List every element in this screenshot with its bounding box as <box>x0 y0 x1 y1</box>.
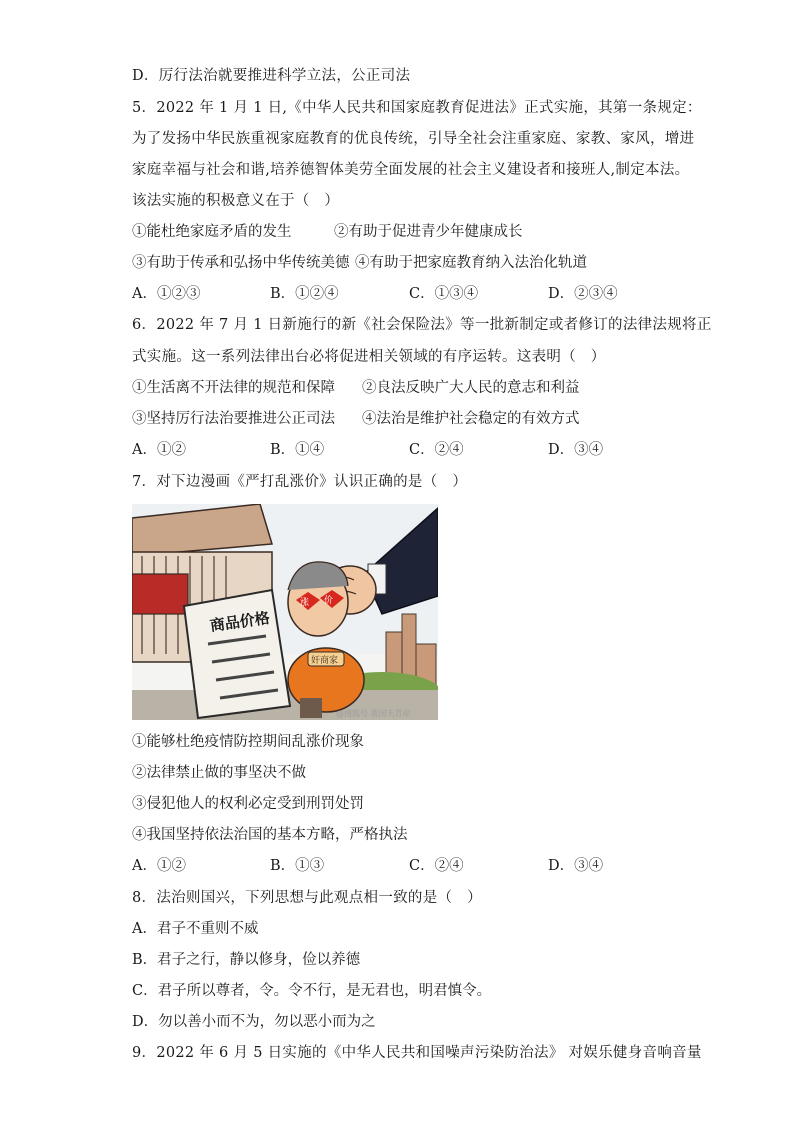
q7-statement-2: ②法律禁止做的事坚决不做 <box>132 765 306 781</box>
q5-stem-line2: 为了发扬中华民族重视家庭教育的优良传统，引导全社会注重家庭、家教、家风，增进 <box>132 131 695 147</box>
q9-stem: 9．2022 年 6 月 5 日实施的《中华人民共和国噪声污染防治法》 对娱乐健身音响音量 <box>132 1045 702 1061</box>
q7-choice-c: C．②④ <box>409 858 464 874</box>
board-title: 商品价格 <box>208 608 271 635</box>
q8-option-b: B．君子之行，静以修身，俭以养德 <box>132 952 361 968</box>
q7-choice-d: D．③④ <box>548 858 604 874</box>
shirt-label: 奸商家 <box>311 656 339 666</box>
q4-option-d: D．厉行法治就要推进科学立法，公正司法 <box>132 68 411 84</box>
q5-choice-d: D．②③④ <box>548 286 618 302</box>
q5-statement-4: ④有助于把家庭教育纳入法治化轨道 <box>355 255 587 271</box>
q7-statement-3: ③侵犯他人的权利必定受到刑罚处罚 <box>132 796 364 812</box>
q6-stem-line1: 6．2022 年 7 月 1 日新施行的新《社会保险法》等一批新制定或者修订的法律法规将正 <box>132 317 712 333</box>
q5-stem-line4: 该法实施的积极意义在于（ ） <box>132 193 340 209</box>
q8-option-c: C．君子所以尊者，令。令不行，是无君也，明君慎令。 <box>132 983 492 999</box>
q5-stem-line1: 5．2022 年 1 月 1 日,《中华人民共和国家庭教育促进法》正式实施，其第一条规定： <box>132 100 702 116</box>
q6-statement-1: ①生活离不开法律的规范和保障 <box>132 380 335 396</box>
q7-stem: 7．对下边漫画《严打乱涨价》认识正确的是（ ） <box>132 474 468 490</box>
q6-choice-b: B．①④ <box>270 442 325 458</box>
q5-choice-b: B．①②④ <box>270 286 339 302</box>
q8-stem: 8．法治则国兴，下列思想与此观点相一致的是（ ） <box>132 890 482 906</box>
q6-choice-d: D．③④ <box>548 442 604 458</box>
q5-statement-2: ②有助于促进青少年健康成长 <box>334 224 523 240</box>
q6-statement-2: ②良法反映广大人民的意志和利益 <box>362 380 580 396</box>
q5-statement-1: ①能杜绝家庭矛盾的发生 <box>132 224 292 240</box>
q7-statement-4: ④我国坚持依法治国的基本方略，严格执法 <box>132 827 408 843</box>
q8-option-a: A．君子不重则不威 <box>132 921 259 937</box>
price-board-illustration <box>184 590 290 718</box>
q7-choice-b: B．①③ <box>270 858 325 874</box>
q6-stem-line2: 式实施。这一系列法律出台必将促进相关领域的有序运转。这表明（ ） <box>132 349 606 365</box>
q6-statement-3: ③坚持厉行法治要推进公正司法 <box>132 411 335 427</box>
q5-choice-c: C．①③④ <box>409 286 479 302</box>
q7-choice-a: A．①② <box>132 858 186 874</box>
q6-statement-4: ④法治是维护社会稳定的有效方式 <box>362 411 580 427</box>
price-gouging-cartoon <box>132 504 438 720</box>
badge-price: 价 <box>324 596 334 606</box>
q5-choice-a: A．①②③ <box>132 286 201 302</box>
badge-rise: 涨 <box>300 598 310 608</box>
q7-statement-1: ①能够杜绝疫情防控期间乱涨价现象 <box>132 734 364 750</box>
q8-option-d: D．勿以善小而不为，勿以恶小而为之 <box>132 1014 376 1030</box>
q6-choice-a: A．①② <box>132 442 186 458</box>
watermark: @搜狐号 我国天青岸 <box>336 709 411 718</box>
q5-stem-line3: 家庭幸福与社会和谐,培养德智体美劳全面发展的社会主义建设者和接班人,制定本法。 <box>132 162 690 178</box>
q6-choice-c: C．②④ <box>409 442 464 458</box>
q5-statement-3: ③有助于传承和弘扬中华传统美德 <box>132 255 350 271</box>
